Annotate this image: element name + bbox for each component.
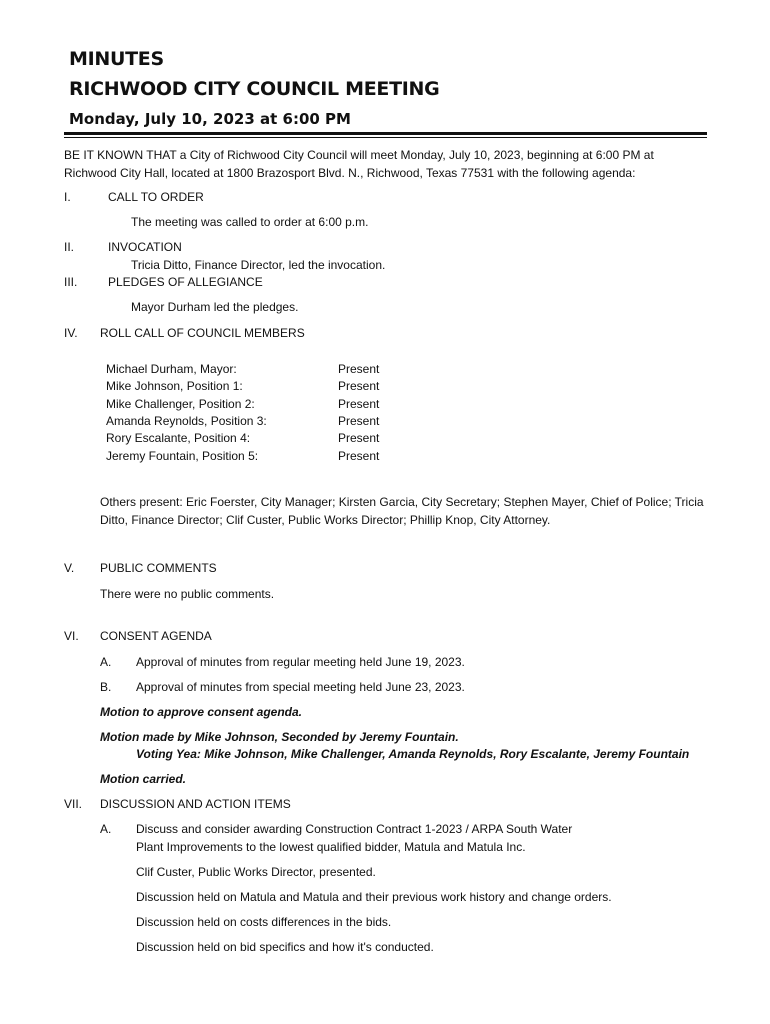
item-letter: B.: [100, 680, 112, 694]
section-title: PUBLIC COMMENTS: [100, 561, 217, 575]
section-number: I.: [64, 190, 71, 204]
roll-status: Present: [338, 379, 380, 393]
discussion-note: Discussion held on bid specifics and how it's conducted.: [136, 940, 434, 954]
motion-text: Motion to approve consent agenda.: [100, 705, 303, 719]
discussion-note: Discussion held on Matula and Matula and their previous work history and change orders.: [136, 890, 612, 904]
section-title: DISCUSSION AND ACTION ITEMS: [100, 797, 291, 811]
roll-name: Mike Johnson, Position 1:: [106, 379, 243, 393]
section-number: V.: [64, 561, 75, 575]
voting-yea: Voting Yea: Mike Johnson, Mike Challenger, Amanda Reynolds, Rory Escalante, Jeremy Fountain: [136, 747, 690, 761]
section-title: CONSENT AGENDA: [100, 629, 212, 643]
header-rule-thick: [64, 132, 707, 135]
doc-title: MINUTES: [69, 48, 164, 70]
meeting-date: Monday, July 10, 2023 at 6:00 PM: [69, 110, 351, 128]
section-text: Mayor Durham led the pledges.: [131, 300, 299, 314]
roll-status: Present: [338, 449, 380, 463]
roll-name: Mike Challenger, Position 2:: [106, 397, 255, 411]
others-present: Others present: Eric Foerster, City Manager; Kirsten Garcia, City Secretary; Stephen Mayer, Chief of Police; Tricia Ditto, Finance Director; Clif Custer, Public Works Director; Phillip Knop, City Attorney.: [100, 495, 704, 527]
section-text: The meeting was called to order at 6:00 p.m.: [131, 215, 369, 229]
header-rule-thin: [64, 137, 707, 138]
roll-status: Present: [338, 431, 380, 445]
roll-status: Present: [338, 414, 380, 428]
item-text-line1: Discuss and consider awarding Construction Contract 1-2023 / ARPA South Water: [136, 822, 573, 836]
section-number: II.: [64, 240, 75, 254]
section-number: III.: [64, 275, 78, 289]
roll-name: Rory Escalante, Position 4:: [106, 431, 251, 445]
doc-subtitle: RICHWOOD CITY COUNCIL MEETING: [69, 78, 440, 100]
section-number: VII.: [64, 797, 83, 811]
section-title: ROLL CALL OF COUNCIL MEMBERS: [100, 326, 305, 340]
roll-name: Michael Durham, Mayor:: [106, 362, 237, 376]
roll-name: Amanda Reynolds, Position 3:: [106, 414, 267, 428]
item-letter: A.: [100, 655, 112, 669]
section-title: INVOCATION: [108, 240, 182, 254]
roll-name: Jeremy Fountain, Position 5:: [106, 449, 259, 463]
section-text: Tricia Ditto, Finance Director, led the invocation.: [131, 258, 386, 272]
discussion-note: Discussion held on costs differences in the bids.: [136, 915, 392, 929]
intro-paragraph: BE IT KNOWN THAT a City of Richwood City Council will meet Monday, July 10, 2023, beginning at 6:00 PM at Richwood City Hall, located at 1800 Brazosport Blvd. N., Richwood, Texas 77531 with the following agenda:: [64, 148, 654, 180]
section-title: PLEDGES OF ALLEGIANCE: [108, 275, 263, 289]
item-letter: A.: [100, 822, 112, 836]
motion-carried: Motion carried.: [100, 772, 187, 786]
roll-status: Present: [338, 397, 380, 411]
motion-made-by: Motion made by Mike Johnson, Seconded by Jeremy Fountain.: [100, 730, 459, 744]
item-text: Approval of minutes from regular meeting held June 19, 2023.: [136, 655, 465, 669]
section-title: CALL TO ORDER: [108, 190, 204, 204]
section-number: IV.: [64, 326, 78, 340]
item-text-line2: Plant Improvements to the lowest qualified bidder, Matula and Matula Inc.: [136, 840, 526, 854]
roll-status: Present: [338, 362, 380, 376]
item-text: Approval of minutes from special meeting held June 23, 2023.: [136, 680, 465, 694]
discussion-note: Clif Custer, Public Works Director, presented.: [136, 865, 376, 879]
section-number: VI.: [64, 629, 79, 643]
section-text: There were no public comments.: [100, 587, 275, 601]
